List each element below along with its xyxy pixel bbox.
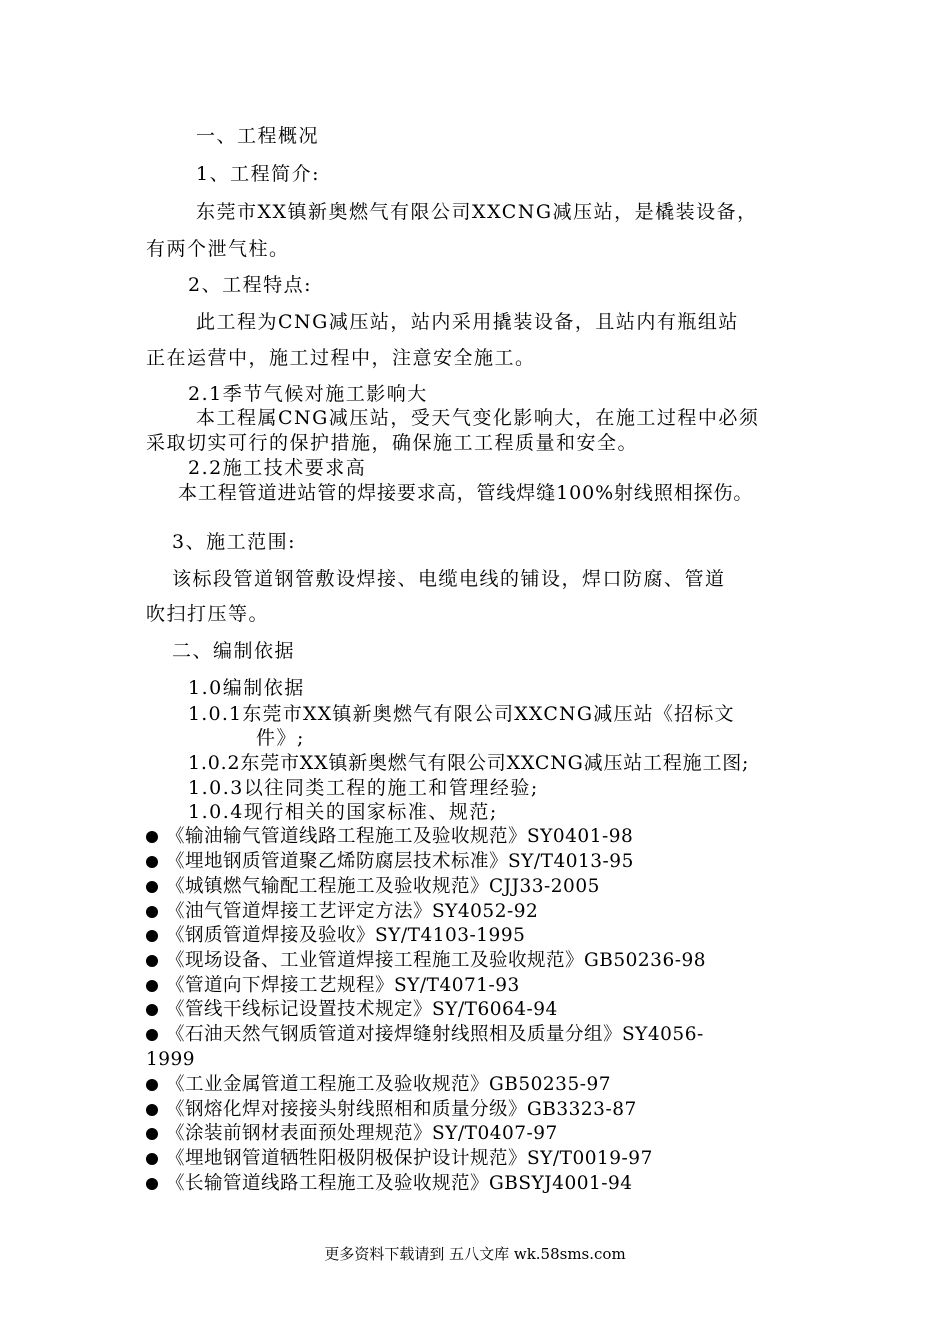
standard-list-item: 《钢质管道焊接及验收》SY/T4103-1995 [146, 924, 525, 948]
subsection-2-heading: 2、工程特点: [188, 274, 312, 296]
bullet-icon [146, 980, 158, 992]
standard-list-item: 《现场设备、工业管道焊接工程施工及验收规范》GB50236-98 [146, 949, 706, 973]
bullet-icon [146, 1079, 158, 1091]
item-1-0-4: 1.0.4现行相关的国家标准、规范; [188, 801, 498, 823]
standard-list-item-continuation: 1999 [146, 1049, 196, 1070]
bullet-icon [146, 1029, 158, 1041]
bullet-icon [146, 1178, 158, 1190]
subsection-1-body-line-2: 有两个泄气柱。 [146, 238, 290, 260]
subsection-2-1-heading: 2.1季节气候对施工影响大 [188, 383, 428, 405]
section-2-heading: 二、编制依据 [172, 640, 296, 662]
standard-list-item: 《钢熔化焊对接接头射线照相和质量分级》GB3323-87 [146, 1098, 637, 1122]
subsection-2-1-body-line-1: 本工程属CNG减压站，受天气变化影响大，在施工过程中必须 [196, 407, 760, 429]
standard-list-item: 《油气管道焊接工艺评定方法》SY4052-92 [146, 900, 538, 924]
item-1-0-2: 1.0.2东莞市XX镇新奥燃气有限公司XXCNG减压站工程施工图; [188, 752, 750, 774]
bullet-icon [146, 881, 158, 893]
page-footer: 更多资料下载请到 五八文库 wk.58sms.com [324, 1245, 626, 1263]
bullet-icon [146, 1153, 158, 1165]
standard-list-item: 《涂装前钢材表面预处理规范》SY/T0407-97 [146, 1122, 558, 1146]
standard-list-item: 《管线干线标记设置技术规定》SY/T6064-94 [146, 998, 558, 1022]
subsection-2-body-line-1: 此工程为CNG减压站，站内采用撬装设备，且站内有瓶组站 [196, 311, 739, 333]
standard-list-item: 《管道向下焊接工艺规程》SY/T4071-93 [146, 974, 520, 998]
bullet-icon [146, 1104, 158, 1116]
bullet-icon [146, 856, 158, 868]
standard-list-item: 《输油输气管道线路工程施工及验收规范》SY0401-98 [146, 825, 633, 849]
bullet-icon [146, 1128, 158, 1140]
subsection-2-1-body-line-2: 采取切实可行的保护措施，确保施工工程质量和安全。 [146, 432, 639, 454]
bullet-icon [146, 955, 158, 967]
bullet-icon [146, 1004, 158, 1016]
subsection-2-2-heading: 2.2施工技术要求高 [188, 457, 367, 479]
standard-list-item: 《石油天然气钢质管道对接焊缝射线照相及质量分组》SY4056- [146, 1023, 704, 1047]
subsection-2-body-line-2: 正在运营中，施工过程中，注意安全施工。 [146, 347, 536, 369]
standard-list-item: 《长输管道线路工程施工及验收规范》GBSYJ4001-94 [146, 1172, 633, 1196]
standard-list-item: 《工业金属管道工程施工及验收规范》GB50235-97 [146, 1073, 611, 1097]
section-1-heading: 一、工程概况 [196, 125, 320, 147]
item-1-0-3: 1.0.3以往同类工程的施工和管理经验; [188, 777, 539, 799]
subsection-3-body-line-1: 该标段管道钢管敷设焊接、电缆电线的铺设，焊口防腐、管道 [172, 568, 726, 590]
bullet-icon [146, 831, 158, 843]
subsection-1-heading: 1、工程简介: [196, 163, 320, 185]
bullet-icon [146, 930, 158, 942]
subsection-1-body-line-1: 东莞市XX镇新奥燃气有限公司XXCNG减压站，是橇装设备， [196, 201, 758, 223]
subsection-3-body-line-2: 吹扫打压等。 [146, 603, 270, 625]
standard-list-item: 《埋地钢管道牺牲阳极阴极保护设计规范》SY/T0019-97 [146, 1147, 653, 1171]
bullet-icon [146, 906, 158, 918]
item-1-0: 1.0编制依据 [188, 677, 305, 699]
subsection-2-2-body: 本工程管道进站管的焊接要求高，管线焊缝100%射线照相探伤。 [178, 482, 754, 504]
standard-list-item: 《埋地钢质管道聚乙烯防腐层技术标准》SY/T4013-95 [146, 850, 634, 874]
standard-list-item: 《城镇燃气输配工程施工及验收规范》CJJ33-2005 [146, 875, 600, 899]
item-1-0-1-line-1: 1.0.1东莞市XX镇新奥燃气有限公司XXCNG减压站《招标文 [188, 703, 735, 725]
item-1-0-1-line-2: 件》; [256, 727, 305, 749]
subsection-3-heading: 3、施工范围: [172, 531, 296, 553]
